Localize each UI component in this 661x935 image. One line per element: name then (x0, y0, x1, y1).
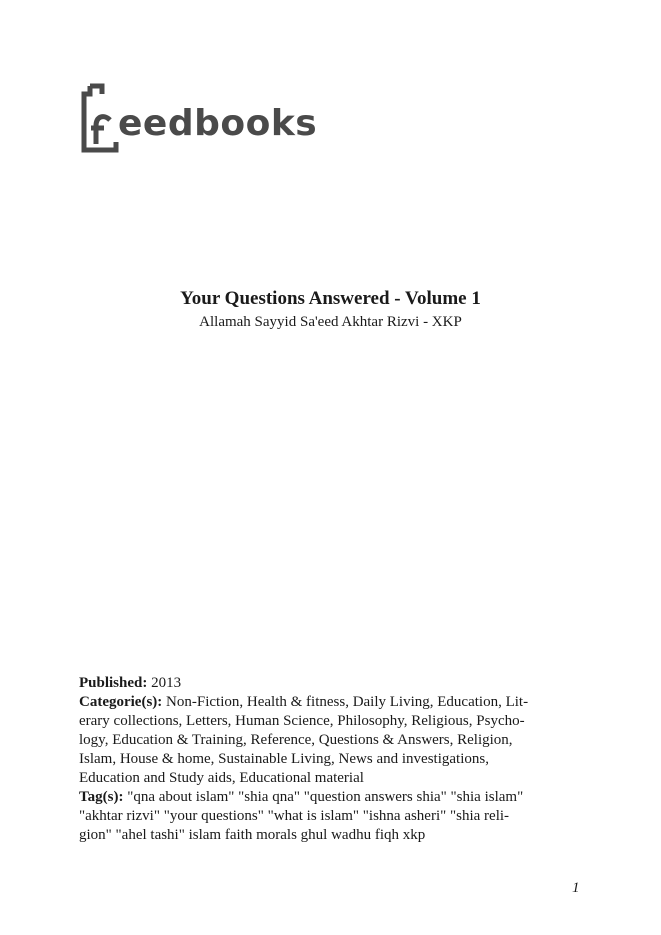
book-metadata (79, 674, 587, 845)
feedbooks-logo (80, 82, 317, 154)
categories-line: logy, Education & Training, Reference, Questions & Answers, Religion, (79, 732, 513, 748)
published-value: 2013 (151, 675, 182, 691)
published-row (79, 674, 587, 693)
categories-line: Islam, House & home, Sustainable Living, News and investigations, (79, 751, 489, 767)
categories-line (79, 693, 587, 712)
categories-text: Non-Fiction, Health & fitness, Daily Living, Education, Lit- (166, 694, 529, 710)
feedbooks-bracket-icon (80, 82, 120, 154)
categories-label: Categorie(s): (79, 694, 163, 710)
tags-text: "qna about islam" "shia qna" "question answers shia" "shia islam" (127, 789, 524, 805)
categories-row (79, 693, 587, 788)
book-author: Allamah Sayyid Sa'eed Akhtar Rizvi - XKP (199, 314, 462, 330)
categories-line: erary collections, Letters, Human Science, Philosophy, Religious, Psycho- (79, 713, 525, 729)
tags-label: Tag(s): (79, 789, 124, 805)
tags-line: gion" "ahel tashi" islam faith morals ghul wadhu fiqh xkp (79, 827, 426, 843)
title-block (0, 286, 661, 332)
book-title: Your Questions Answered - Volume 1 (180, 288, 481, 309)
published-label: Published: (79, 675, 148, 691)
tags-line (79, 788, 587, 807)
categories-line: Education and Study aids, Educational material (79, 770, 364, 786)
logo-wordmark: eedbooks (118, 103, 318, 144)
tags-row (79, 788, 587, 845)
tags-line: "akhtar rizvi" "your questions" "what is islam" "ishna asheri" "shia reli- (79, 808, 510, 824)
page-number: 1 (572, 880, 580, 896)
